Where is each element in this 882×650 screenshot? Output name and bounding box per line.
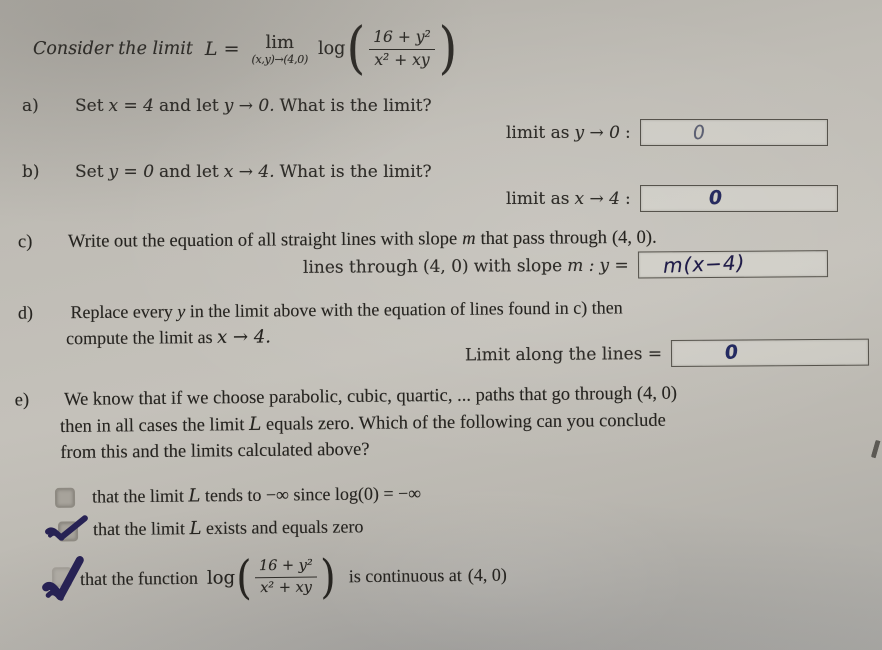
part-a-answer-box[interactable] xyxy=(640,119,828,146)
part-a-answer-math: y → 0 xyxy=(574,122,621,143)
option-2 xyxy=(45,511,364,544)
option-1-math1: L xyxy=(188,485,201,507)
option-3-fraction-numerator: 16 + y² xyxy=(255,557,317,577)
part-d-handwritten-answer: 0 xyxy=(723,340,740,365)
part-a-label: a) xyxy=(22,96,39,116)
fraction-numerator: 16 + y² xyxy=(369,29,435,50)
option-3 xyxy=(42,544,507,611)
part-b-answer-math: x → 4 xyxy=(574,188,620,209)
checkmark-icon xyxy=(45,514,91,544)
part-c-math1: m xyxy=(462,229,476,250)
part-d-answer-row xyxy=(465,339,869,369)
option-2-math1: L xyxy=(189,517,202,539)
part-d-math1: y xyxy=(177,301,186,322)
part-c-handwritten-answer: m(x−4) xyxy=(662,250,746,278)
part-c-answer-row xyxy=(303,250,828,281)
part-c-answer-y: y = xyxy=(599,255,629,276)
part-b-handwritten-answer: 0 xyxy=(708,186,723,210)
part-e-math1: L xyxy=(248,413,262,435)
part-c-answer-box[interactable] xyxy=(638,250,828,278)
option-3-log: log xyxy=(206,566,236,589)
part-b-text1: Set xyxy=(75,162,104,182)
lim-subscript: (x,y)→(4,0) xyxy=(251,52,308,66)
part-d-text3: compute the limit as xyxy=(66,326,213,349)
part-b-text3: What is the limit? xyxy=(279,162,432,182)
log-word: log xyxy=(317,39,346,60)
part-b-text2: and let xyxy=(159,162,219,182)
part-b-math2: x → 4. xyxy=(223,162,275,182)
close-paren: ) xyxy=(438,16,457,81)
part-c-answer-text2: with slope xyxy=(473,255,563,277)
fraction xyxy=(369,29,435,70)
part-c-text2: that pass through xyxy=(480,228,608,249)
option-3-fraction-denominator: x² + xy xyxy=(260,579,313,596)
option-1-checkbox[interactable] xyxy=(55,487,75,507)
option-3-text2: is continuous at xyxy=(348,564,462,586)
part-c-answer-m: m : xyxy=(567,255,595,276)
fraction-denominator: x² + xy xyxy=(374,50,430,69)
part-c-text1: Write out the equation of all straight lines with slope xyxy=(67,229,458,252)
part-a-answer-colon: : xyxy=(625,122,631,143)
part-e-point1: (4, 0) xyxy=(636,383,678,404)
part-e-text2: then in all cases the limit xyxy=(59,414,245,437)
option-1 xyxy=(55,483,421,508)
part-a-handwritten-answer: 0 xyxy=(691,121,706,145)
option-3-text1: that the function xyxy=(79,567,199,589)
limit-lhs: L = xyxy=(204,38,240,61)
part-c-point: (4, 0). xyxy=(611,227,657,249)
part-e-text4: from this and the limits calculated above? xyxy=(60,439,370,463)
option-2-text2: exists and equals zero xyxy=(205,515,364,538)
part-b-question xyxy=(22,162,432,182)
option-3-point: (4, 0) xyxy=(467,564,507,585)
part-a-answer-row xyxy=(506,119,828,146)
part-b-answer-colon: : xyxy=(625,188,631,209)
part-e-question xyxy=(15,381,678,467)
part-e-text1: We know that if we choose parabolic, cubic, quartic, ... paths that go through xyxy=(63,384,633,410)
part-b-answer-row xyxy=(506,185,838,212)
limit-statement xyxy=(33,16,459,81)
part-a-text3: What is the limit? xyxy=(279,96,432,116)
photo-artifact xyxy=(871,440,882,461)
part-c-label: c) xyxy=(17,232,33,253)
part-c-answer-text1: lines through xyxy=(302,256,419,278)
part-b-answer-box[interactable] xyxy=(640,185,838,212)
part-b-math1: y = 0 xyxy=(108,162,155,182)
part-d-answer-label: Limit along the lines = xyxy=(464,343,663,365)
part-a-math2: y → 0. xyxy=(223,96,275,116)
part-e-label: e) xyxy=(14,390,30,411)
part-b-label: b) xyxy=(22,162,40,182)
option-1-text1: that the limit xyxy=(91,485,185,507)
part-a-math1: x = 4 xyxy=(108,96,155,116)
option-3-open-paren: ( xyxy=(236,549,252,604)
option-1-text2: tends to −∞ since log(0) = −∞ xyxy=(204,483,422,506)
part-a-text2: and let xyxy=(159,96,219,116)
option-3-fraction xyxy=(255,557,317,596)
lim-operator xyxy=(251,31,308,66)
part-b-answer-label: limit as xyxy=(506,188,570,209)
part-a-answer-label: limit as xyxy=(506,122,570,143)
intro-text: Consider the limit xyxy=(33,39,193,60)
lim-word: lim xyxy=(265,31,295,53)
part-c-question xyxy=(18,228,657,253)
part-e-text3: equals zero. Which of the following can you conclude xyxy=(265,410,666,435)
part-d-text2: in the limit above with the equation of lines found in c) then xyxy=(189,297,623,322)
checkmark-icon xyxy=(42,551,87,607)
part-a-question xyxy=(22,96,432,116)
option-2-text1: that the limit xyxy=(92,517,186,539)
part-d-text1: Replace every xyxy=(70,301,173,323)
open-paren: ( xyxy=(346,16,366,81)
option-3-close-paren: ) xyxy=(319,548,336,604)
part-a-text1: Set xyxy=(75,96,104,116)
part-d-math2: x → 4. xyxy=(217,326,272,348)
part-d-label: d) xyxy=(17,302,33,323)
part-c-answer-point: (4, 0) xyxy=(422,256,469,277)
part-d-answer-box[interactable] xyxy=(671,339,869,367)
